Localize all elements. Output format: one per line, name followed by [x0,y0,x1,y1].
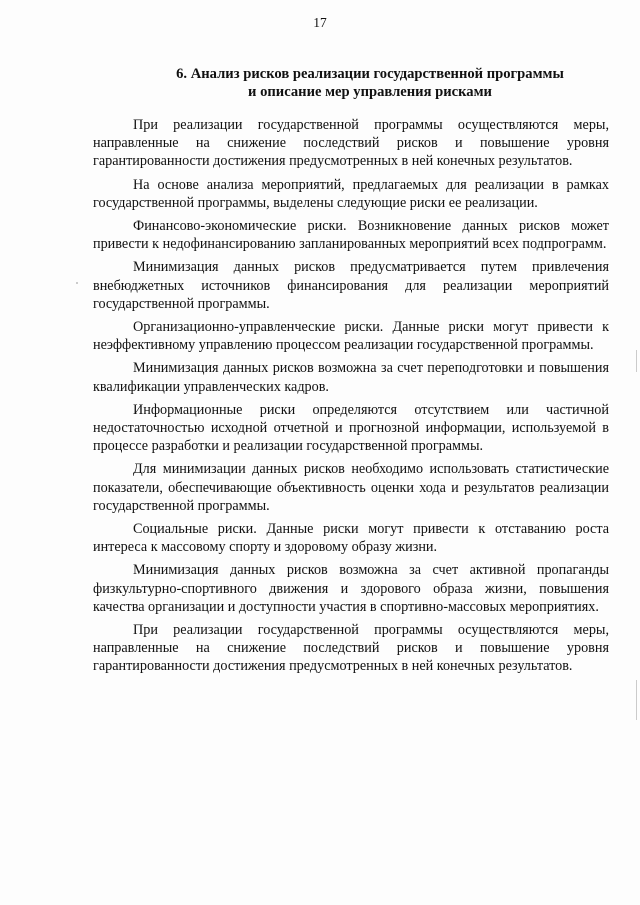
paragraph: Организационно-управленческие риски. Данные риски могут привести к неэффективному управлению процессом реализации государственной программы. [93,319,609,354]
paragraph: Для минимизации данных рисков необходимо использовать статистические показатели, обеспечивающие объективность оценки хода и результатов реализации государственной программы. [93,461,609,514]
paragraph: На основе анализа мероприятий, предлагаемых для реализации в рамках государственной программы, выделены следующие риски ее реализации. [93,176,609,211]
body-text [93,116,609,681]
paragraph: Информационные риски определяются отсутствием или частичной недостаточностью исходной отчетной и прогнозной информации, используемой в процессе разработки и реализации государственной программы. [93,401,609,455]
section-title-line-2: и описание мер управления рисками [248,84,492,100]
section-title [120,65,620,101]
paragraph: При реализации государственной программы осуществляются меры, направленные на снижение последствий рисков и повышение уровня гарантированности достижения предусмотренных в ней конечных результатов. [93,117,609,170]
paragraph: Минимизация данных рисков возможна за счет переподготовки и повышения квалификации управленческих кадров. [93,360,609,395]
scan-dot [76,282,78,284]
paragraph: Социальные риски. Данные риски могут привести к отставанию роста интереса к массовому спорту и здоровому образу жизни. [93,521,609,556]
page-number: 17 [313,15,327,30]
scan-edge-mark [636,680,637,720]
paragraph: При реализации государственной программы осуществляются меры, направленные на снижение последствий рисков и повышение уровня гарантированности достижения предусмотренных в ней конечных результатов. [93,622,609,675]
paragraph: Финансово-экономические риски. Возникновение данных рисков может привести к недофинансированию запланированных мероприятий всех подпрограмм. [93,218,609,253]
paragraph: Минимизация данных рисков возможна за счет активной пропаганды физкультурно-спортивного движения и здорового образа жизни, повышения качества организации и доступности участия в спортивно-массовых мероприятиях. [93,562,609,615]
paragraph: Минимизация данных рисков предусматривается путем привлечения внебюджетных источников финансирования для реализации мероприятий государственной программы. [93,259,609,312]
scan-edge-mark [636,350,637,372]
section-title-line-1: 6. Анализ рисков реализации государственной программы [176,66,564,82]
